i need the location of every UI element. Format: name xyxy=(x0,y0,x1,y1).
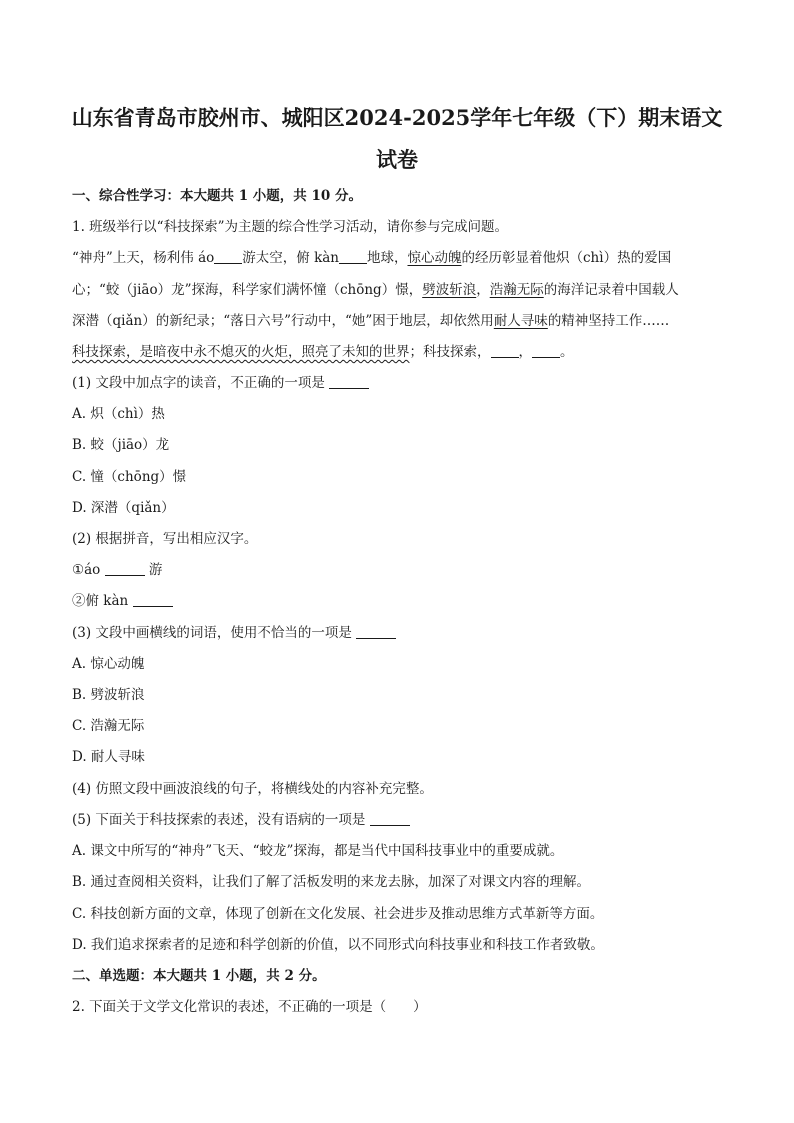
passage-line-1 xyxy=(72,250,734,266)
passage-text: 地球， xyxy=(367,250,408,266)
passage-line-2 xyxy=(72,282,734,298)
option-item: A. 炽（chì）热 xyxy=(72,406,165,422)
underlined-phrase: 劈波斩浪 xyxy=(422,282,477,298)
passage-text: ， xyxy=(476,282,490,298)
sub-question-5 xyxy=(72,812,734,828)
pinyin-text: 游 xyxy=(148,562,163,578)
passage-text: 的海洋记录着中国载人 xyxy=(543,282,679,298)
answer-blank xyxy=(329,376,369,389)
pinyin-item-a xyxy=(72,562,734,578)
pinyin-text: ②俯 kàn xyxy=(72,593,129,609)
option-item: C. 科技创新方面的文章，体现了创新在文化发展、社会进步及推动思维方式革新等方面。 xyxy=(72,906,604,922)
passage-text: 心；“蛟（jiāo）龙”探海，科学家们满怀憧（chōng）憬， xyxy=(72,282,423,298)
passage-text: ；科技探索， xyxy=(409,344,491,360)
option-item: B. 蛟（jiāo）龙 xyxy=(72,437,170,453)
option-item: C. 憧（chōng）憬 xyxy=(72,469,187,485)
passage-text: “神舟”上天，杨利伟 áo xyxy=(72,250,215,266)
question-2: 2. 下面关于文学文化常识的表述，不正确的一项是（ ） xyxy=(72,999,427,1015)
passage-line-3 xyxy=(72,313,734,329)
sub-question-2: (2) 根据拼音，写出相应汉字。 xyxy=(72,531,258,547)
answer-blank xyxy=(532,345,560,358)
sub-question-4: (4) 仿照文段中画波浪线的句子，将横线处的内容补充完整。 xyxy=(72,781,433,797)
question-1-intro: 1. 班级举行以“科技探索”为主题的综合性学习活动，请你参与完成问题。 xyxy=(72,219,508,235)
option-item: B. 劈波斩浪 xyxy=(72,687,145,703)
option-item: A. 课文中所写的“神舟”飞天、“蛟龙”探海，都是当代中国科技事业中的重要成就。 xyxy=(72,843,564,859)
option-item: C. 浩瀚无际 xyxy=(72,718,145,734)
section-1-heading: 一、综合性学习：本大题共 1 小题，共 10 分。 xyxy=(72,188,362,204)
pinyin-text: ①áo xyxy=(72,562,101,578)
sub-question-text: (1) 文段中加点字的读音，不正确的一项是 xyxy=(72,375,325,391)
answer-blank xyxy=(491,345,519,358)
answer-blank xyxy=(133,594,173,607)
exam-title-line-2: 试卷 xyxy=(376,147,418,172)
option-item: D. 深潜（qiǎn） xyxy=(72,500,175,516)
passage-text: 的精神坚持工作…… xyxy=(547,313,670,329)
passage-text: ， xyxy=(518,344,532,360)
passage-text: 。 xyxy=(560,344,574,360)
answer-blank xyxy=(105,563,145,576)
underlined-phrase: 浩瀚无际 xyxy=(489,282,544,298)
answer-blank xyxy=(339,251,367,264)
wavy-underlined-sentence: 科技探索，是暗夜中永不熄灭的火炬，照亮了未知的世界 xyxy=(72,344,410,360)
answer-blank xyxy=(370,813,410,826)
sub-question-text: (3) 文段中画横线的词语，使用不恰当的一项是 xyxy=(72,625,352,641)
pinyin-item-b xyxy=(72,593,734,609)
passage-text: 深潜（qiǎn）的新纪录；“落日六号”行动中，“她”困于地层，却依然用 xyxy=(72,313,494,329)
option-item: D. 我们追求探索者的足迹和科学创新的价值，以不同形式向科技事业和科技工作者致敬。 xyxy=(72,937,604,953)
sub-question-1 xyxy=(72,375,734,391)
exam-title-line-1: 山东省青岛市胶州市、城阳区2024-2025学年七年级（下）期末语文 xyxy=(71,105,723,130)
option-item: D. 耐人寻味 xyxy=(72,749,145,765)
underlined-phrase: 惊心动魄 xyxy=(407,250,462,266)
passage-text: 游太空，俯 kàn xyxy=(242,250,339,266)
answer-blank xyxy=(214,251,242,264)
passage-line-4 xyxy=(72,344,734,360)
sub-question-text: (5) 下面关于科技探索的表述，没有语病的一项是 xyxy=(72,812,366,828)
underlined-phrase: 耐人寻味 xyxy=(493,313,548,329)
option-item: B. 通过查阅相关资料，让我们了解了活板发明的来龙去脉，加深了对课文内容的理解。 xyxy=(72,874,591,890)
option-item: A. 惊心动魄 xyxy=(72,656,145,672)
answer-blank xyxy=(356,626,396,639)
section-2-heading: 二、单选题：本大题共 1 小题，共 2 分。 xyxy=(72,968,326,984)
sub-question-3 xyxy=(72,625,734,641)
passage-text: 的经历彰显着他炽（chì）热的爱国 xyxy=(461,250,672,266)
